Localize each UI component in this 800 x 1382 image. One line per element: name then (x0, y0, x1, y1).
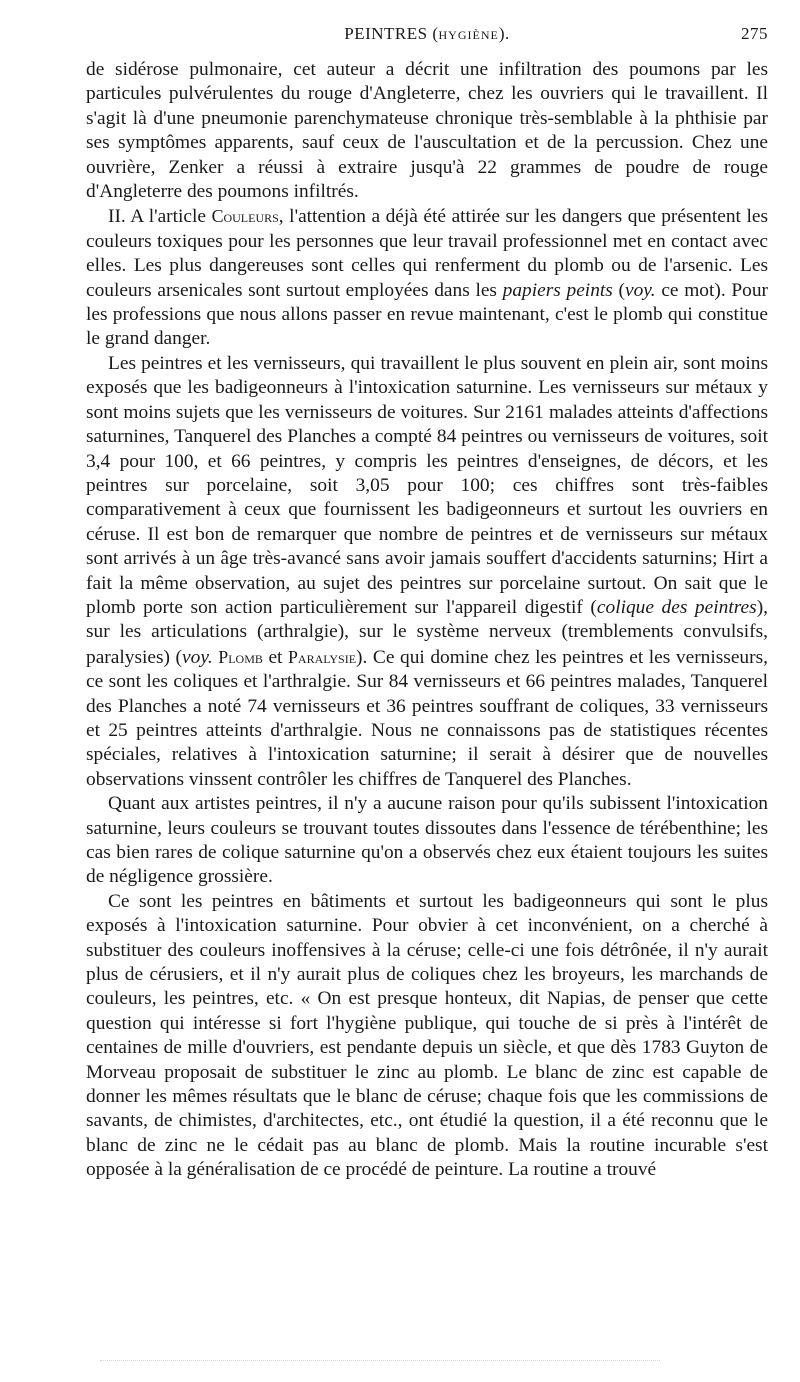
running-title (86, 24, 708, 44)
running-header (86, 24, 768, 52)
p2-italic-papiers: papiers peints (502, 279, 613, 301)
p2-italic-voy: voy. (624, 279, 656, 301)
paragraph-4: Quant aux artistes peintres, il n'y a aucune raison pour qu'ils subissent l'intoxication saturnine, leurs couleurs se trouvant toutes dissoutes dans l'essence de térébenthine; les cas bien rares de colique saturnine qu'on a observés chez eux étaient toujours les suites de négligence grossière. (86, 793, 768, 888)
running-title-subject: HYGIÈNE (438, 28, 499, 42)
body-text (86, 58, 768, 1183)
p3-text-b: ), sur les articulations (arthralgie), sur le système nerveux (tremblements convulsifs, paralysies) ( (86, 596, 768, 668)
paragraph-5: Ce sont les peintres en bâtiments et surtout les badigeonneurs qui sont le plus exposés à l'intoxication saturnine. Pour obvier à cet inconvénient, on a cherché à substituer des couleurs inoffensives à la céruse; celle-ci une fois détrônée, il n'y aurait plus de cérusiers, et il n'y aurait plus de coliques chez les broyeurs, les marchands de couleurs, les peintres, etc. « On est presque honteux, dit Napias, de penser que cette question qui intéresse si fort l'hygiène publique, qui touche de si près à l'intérêt de centaines de mille d'ouvriers, est pendante depuis un siècle, et que dès 1783 Guyton de Morveau proposait de substituer le zinc au plomb. Le blanc de zinc est capable de donner les mêmes résultats que le blanc de céruse; chaque fois que les commissions de savants, de chimistes, d'architectes, etc., ont étudié la question, il a été reconnu que le blanc de zinc ne le cédait pas au blanc de plomb. Mais la routine incurable s'est opposée à la généralisation de ce procédé de peinture. La routine a trouvé (86, 890, 768, 1181)
book-page (86, 24, 768, 1183)
paragraph-3 (86, 352, 768, 792)
p3-italic-voy: voy. (182, 646, 213, 668)
scan-artifact-line (100, 1360, 660, 1363)
running-title-main: PEINTRES (344, 24, 428, 43)
p3-ref-paralysie: Paralysie (288, 646, 357, 667)
running-title-paren-open: ( (432, 24, 439, 43)
p3-italic-colique: colique des peintres (596, 596, 757, 618)
p2-text-a: II. A l'article (108, 206, 212, 228)
page-number: 275 (741, 24, 768, 43)
p3-text-a: Les peintres et les vernisseurs, qui travaillent le plus souvent en plein air, sont moins exposés que les badigeonneurs à l'intoxication saturnine. Les vernisseurs sur métaux y sont moins sujets que les vernisseurs de voitures. Sur 2161 malades atteints d'affections saturnines, Tanquerel des Planches a compté 84 peintres ou vernisseurs de voitures, soit 3,4 pour 100, et 66 peintres, y compris les peintres d'enseignes, de décors, et les peintres sur porcelaine, soit 3,05 pour 100; ces chiffres sont très-faibles comparativement à ceux que fournissent les badigeonneurs et surtout les ouvriers en céruse. Il est bon de remarquer que nombre de peintres et de vernisseurs sur métaux sont arrivés à un âge très-avancé sans avoir jamais souffert d'accidents saturnins; Hirt a fait la même observation, au sujet des peintres sur porcelaine surtout. On sait que le plomb porte son action particulièrement sur l'appareil digestif ( (86, 352, 768, 618)
paragraph-2 (86, 204, 768, 351)
p2-text-c: ( (612, 279, 625, 301)
p3-text-e: ). Ce qui domine chez les peintres et les vernisseurs, ce sont les coliques et l'arthralgie. Sur 84 vernisseurs et 66 peintres malades, Tanquerel des Planches a noté 74 vernisseurs et 36 peintres souffrant de coliques, 33 vernisseurs et 25 peintres atteints d'arthralgie. Nous ne connaissons pas de statistiques récentes spéciales, relatives à l'intoxication saturnine; il serait à désirer que de nouvelles observations vinssent contrôler les chiffres de Tanquerel des Planches. (86, 646, 768, 790)
running-title-paren-close: ). (498, 24, 510, 43)
p3-ref-plomb: Plomb (218, 646, 263, 667)
p2-text-b: , l'attention a déjà été attirée sur les dangers que présentent les couleurs toxiques pour les personnes que leur travail professionnel met en contact avec elles. Les plus dangereuses sont celles qui renferment du plomb ou de l'arsenic. Les couleurs arsenicales sont surtout employées dans les (86, 206, 768, 301)
p3-text-d: et (262, 646, 288, 668)
p2-text-d: ce mot). Pour les professions que nous allons passer en revue maintenant, c'est le plomb qui constitue le grand danger. (86, 279, 768, 350)
paragraph-1: de sidérose pulmonaire, cet auteur a décrit une infiltration des poumons par les particules pulvérulentes du rouge d'Angleterre, chez les ouvriers qui le travaillent. Il s'agit là d'une pneumonie parenchymateuse chronique très-semblable à la phthisie par ses symptômes apparents, sauf ceux de l'auscultation et de la percussion. Chez une ouvrière, Zenker a réussi à extraire jusqu'à 22 grammes de poudre de rouge d'Angleterre des poumons infiltrés. (86, 59, 768, 203)
p2-ref-couleurs: Couleurs (211, 206, 279, 227)
